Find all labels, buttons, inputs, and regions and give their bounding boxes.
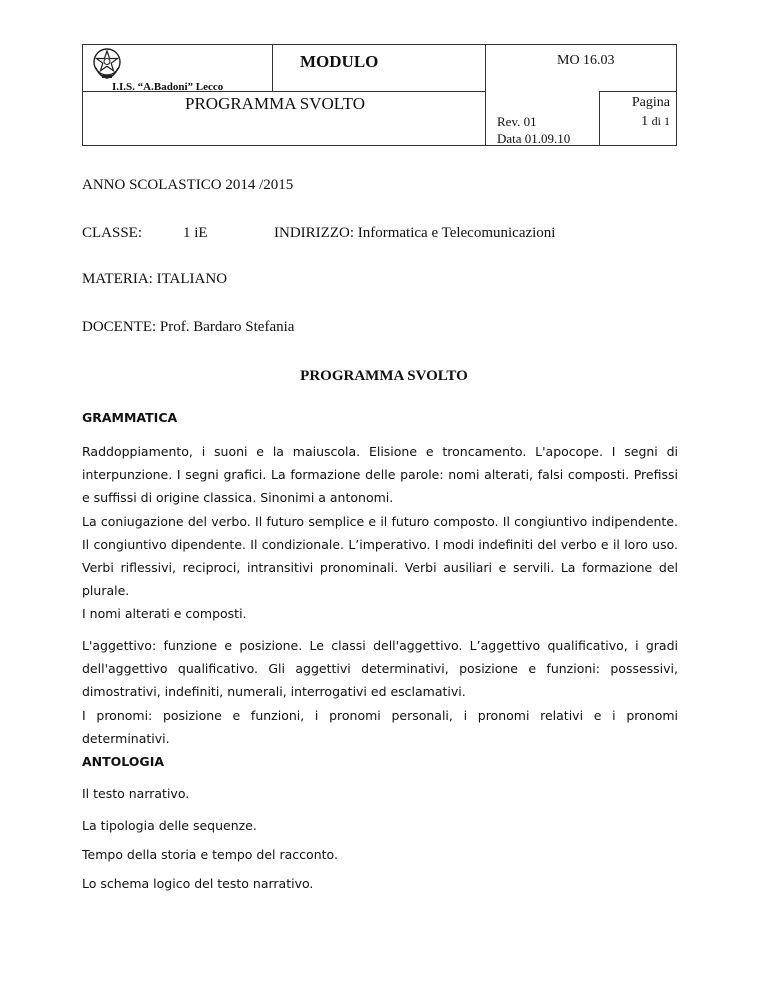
school-name: I.I.S. “A.Badoni” Lecco: [112, 81, 224, 93]
divider: [485, 45, 486, 145]
class-value: 1 iE: [183, 225, 208, 241]
italian-emblem-icon: [92, 46, 122, 80]
section-heading-antologia: ANTOLOGIA: [82, 754, 165, 769]
page-total: di 1: [651, 114, 670, 128]
teacher: DOCENTE: Prof. Bardaro Stefania: [82, 319, 295, 335]
class-label: CLASSE:: [82, 225, 143, 241]
school-year: ANNO SCOLASTICO 2014 /2015: [82, 177, 294, 193]
paragraph: Raddoppiamento, i suoni e la maiuscola. Elisione e troncamento. L'apocope. I segni di interpunzione. I segni grafici. La formazione delle parole: nomi alterati, falsi composti. Prefissi e suffissi di origine classica. Sinonimi a antonomi.: [82, 444, 678, 505]
program-title: PROGRAMMA SVOLTO: [300, 368, 468, 384]
paragraph: La coniugazione del verbo. Il futuro semplice e il futuro composto. Il congiuntivo indipendente. Il congiuntivo dipendente. Il condizionale. L’imperativo. I modi indefiniti del verbo e il loro uso. Verbi riflessivi, reciproci, intransitivi pronominali. Verbi ausiliari e servili. La formazione del plurale.: [82, 514, 678, 598]
list-item: Il testo narrativo.: [82, 786, 190, 801]
page-label: Pagina: [631, 95, 670, 110]
paragraph: L'aggettivo: funzione e posizione. Le classi dell'aggettivo. L’aggettivo qualificativo, i gradi dell'aggettivo qualificativo. Gli aggettivi determinativi, posizione e funzioni: possessivi, dimostrativi, indefiniti, numerali, interrogativi ed esclamativi.: [82, 638, 678, 699]
page-indicator: [614, 94, 670, 131]
section-heading-grammatica: GRAMMATICA: [82, 410, 178, 425]
module-code: MO 16.03: [557, 53, 615, 68]
paragraph: I pronomi: posizione e funzioni, i pronomi personali, i pronomi relativi e i pronomi determinativi.: [82, 708, 678, 746]
divider: [599, 91, 677, 92]
subject: MATERIA: ITALIANO: [82, 271, 228, 287]
revision-block: [497, 113, 570, 147]
divider: [272, 45, 273, 91]
modulo-label: MODULO: [300, 52, 379, 71]
list-item: Tempo della storia e tempo del racconto.: [82, 847, 338, 862]
divider: [599, 91, 600, 145]
list-item: Lo schema logico del testo narrativo.: [82, 876, 314, 891]
paragraph: I nomi alterati e composti.: [82, 606, 247, 621]
page-number: 1: [641, 114, 649, 129]
revision: Rev. 01: [497, 114, 537, 129]
header-title: PROGRAMMA SVOLTO: [185, 94, 365, 113]
list-item: La tipologia delle sequenze.: [82, 818, 257, 833]
indirizzo: INDIRIZZO: Informatica e Telecomunicazioni: [274, 225, 556, 241]
revision-date: Data 01.09.10: [497, 131, 571, 146]
